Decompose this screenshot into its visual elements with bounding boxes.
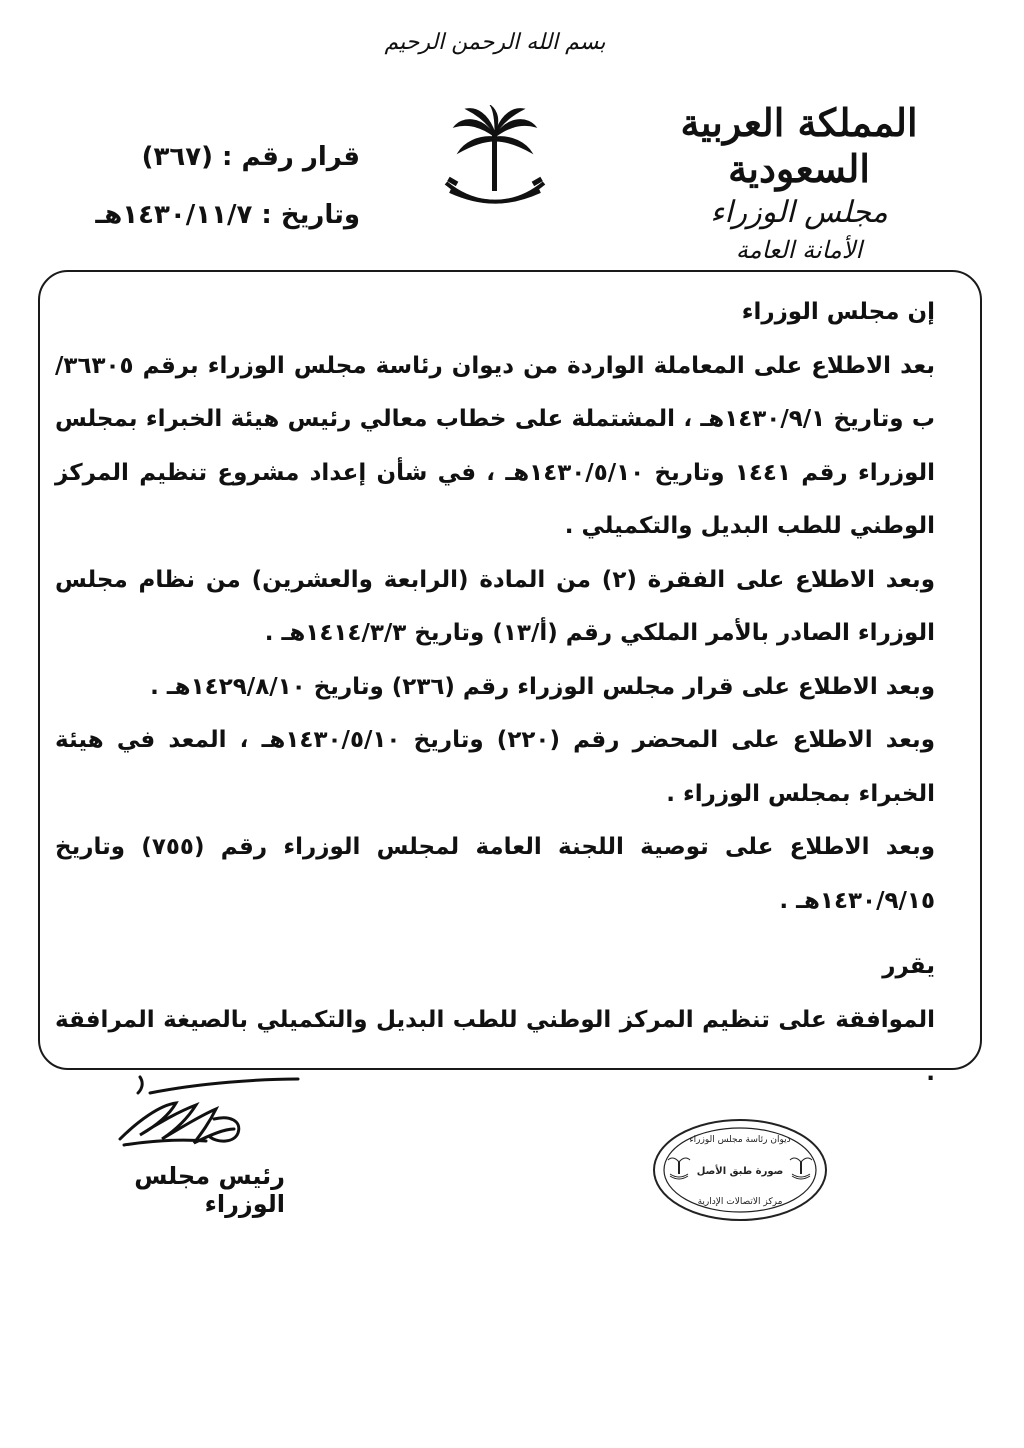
letterhead bbox=[634, 100, 964, 264]
country-name: المملكة العربية السعودية bbox=[680, 100, 918, 191]
stamp-line1: ديوان رئاسة مجلس الوزراء bbox=[689, 1135, 791, 1145]
saudi-emblem-icon bbox=[440, 105, 550, 220]
stamp-line3: مركز الاتصالات الإدارية bbox=[697, 1197, 783, 1207]
recital-paragraph: وبعد الاطلاع على توصية اللجنة العامة لمجلس الوزراء رقم (٧٥٥) وتاريخ ١٤٣٠/٩/١٥هـ . bbox=[55, 834, 935, 914]
recital-paragraph: بعد الاطلاع على المعاملة الواردة من ديوان رئاسة مجلس الوزراء برقم ٣٦٣٠٥/ب وتاريخ ١٤٣٠/٩/١هـ ، المشتملة على خطاب معالي رئيس هيئة الخبراء بمجلس الوزراء رقم ١٤٤١ وتاريخ ١٤٣٠/٥/١٠هـ ، في شأن إعداد مشروع تنظيم المركز الوطني للطب البديل والتكميلي . bbox=[55, 352, 936, 539]
signature-mark bbox=[110, 1075, 310, 1160]
recital-paragraph: وبعد الاطلاع على المحضر رقم (٢٢٠) وتاريخ ١٤٣٠/٥/١٠هـ ، المعد في هيئة الخبراء بمجلس الوزراء . bbox=[55, 727, 935, 807]
stamp-line2: صورة طبق الأصل bbox=[696, 1166, 784, 1177]
council-heading: إن مجلس الوزراء bbox=[741, 299, 935, 325]
decision-date: وتاريخ : ١٤٣٠/١١/٧هـ bbox=[95, 200, 360, 230]
decision-text: الموافقة على تنظيم المركز الوطني للطب البديل والتكميلي بالصيغة المرافقة . bbox=[55, 1006, 935, 1086]
resolves-label: يقرر bbox=[882, 953, 935, 979]
basmala: بسم الله الرحمن الرحيم bbox=[384, 30, 606, 55]
secretariat-name: الأمانة العامة bbox=[735, 236, 863, 265]
recital-paragraph: وبعد الاطلاع على قرار مجلس الوزراء رقم (٢٣٦) وتاريخ ١٤٢٩/٨/١٠هـ . bbox=[150, 673, 935, 700]
decree-body bbox=[55, 286, 935, 1101]
official-stamp bbox=[652, 1118, 828, 1222]
decision-meta bbox=[60, 135, 360, 251]
recital-paragraph: وبعد الاطلاع على الفقرة (٢) من المادة (الرابعة والعشرين) من نظام مجلس الوزراء الصادر بالأمر الملكي رقم (أ/١٣) وتاريخ ١٤١٤/٣/٣هـ . bbox=[55, 566, 935, 646]
council-name: مجلس الوزراء bbox=[710, 195, 888, 231]
decision-number: قرار رقم : (٣٦٧) bbox=[141, 142, 360, 172]
signatory-title: رئيس مجلس الوزراء bbox=[134, 1162, 285, 1218]
